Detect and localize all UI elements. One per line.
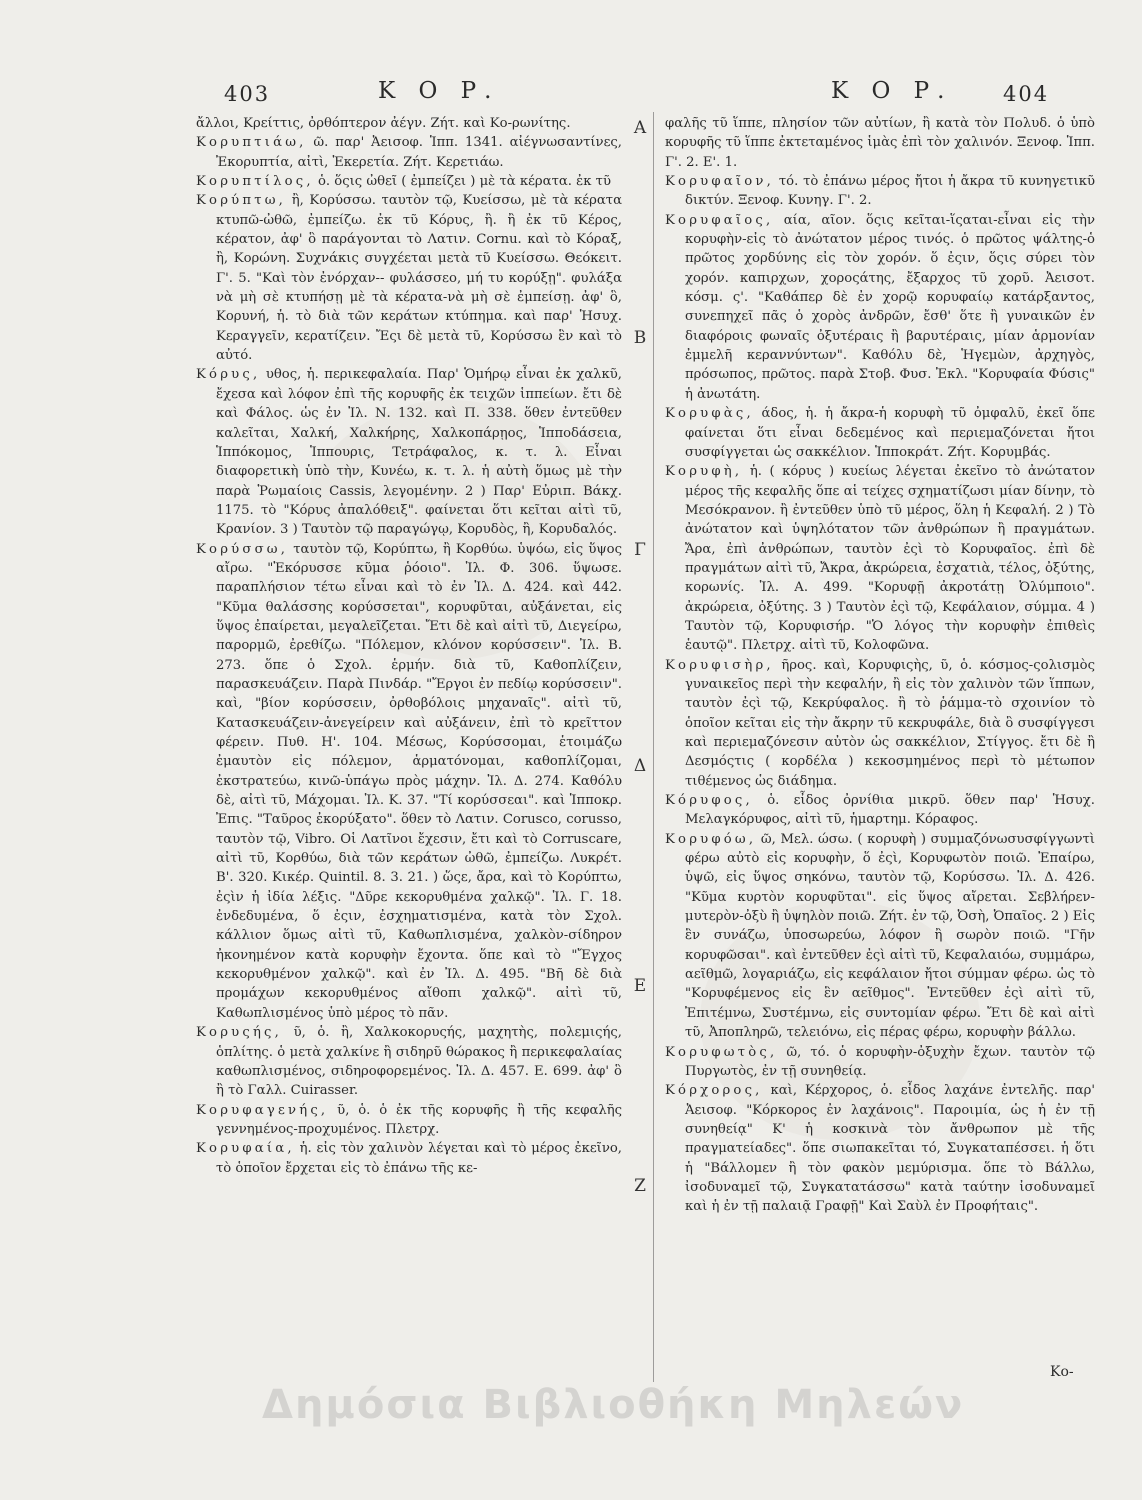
dictionary-entry: [196, 133, 622, 172]
entry-lemma: Κορυφαγενής,: [196, 1102, 329, 1118]
dictionary-entry: [665, 172, 1095, 211]
entry-text: ὁ. εἶδος ὀρνίθια μικρῦ. ὅθεν παρ' Ἡσυχ. Μελαγκόρυφος, αἰτὶ τῦ, ἡμαρτημ. Κόραφος.: [685, 793, 1095, 828]
entry-lemma: Κορυφόω,: [665, 831, 757, 847]
dictionary-entry: [196, 540, 622, 1024]
dictionary-entry: [665, 114, 1095, 172]
column-divider: [653, 112, 654, 1382]
entry-text: ῶ. παρ' Ἀεισοφ. Ἱππ. 1341. αἰέγνωσαντίνες, Ἐκορυπτία, αἰτὶ, Ἐκερετία. Ζήτ. Κερετιάω.: [216, 135, 622, 170]
right-column: [665, 114, 1095, 1364]
left-headword: Κ Ο Ρ.: [378, 78, 500, 104]
entry-text: ῆρος. καὶ, Κορυφιςὴς, ῦ, ὁ. κόσμος-ςολισμὸς γυναικεῖος περὶ τὴν κεφαλήν, ἢ εἰς τὸν χαλινὸν τῶν ἵππων, ταυτὸν ἐςὶ τῷ, Κεκρύφαλος. ἢ τὸ ῥάμμα-τὸ σχοινίον τὸ ὁποῖον κεῖται εἰς τὴν ἄκρην τῦ κεκρυφάλε, διὰ ὃ συσφίγγεσι καὶ περιεμαζόνεσιν αὐτὸν ὡς σακκέλιον, Στίγγος. ἔτι δὲ ἢ Δεσμόςτις ( κορδέλα ) κεκοσμημένος περὶ τὸ μέτωπον τιθέμενος ὡς διάδημα.: [685, 657, 1095, 789]
entry-text: καὶ, Κέρχορος, ὁ. εἶδος λαχάνε ἐντελῆς. παρ' Ἀεισοφ. "Κόρκορος ἐν λαχάνοις". Παροιμία, ὡς ἡ ἐν τῇ συνηθείᾳ" Κ' ἡ κοσκινὰ τὸν ἄνθρωπον μὲ τῆς πραγματείαδες". ὅπε σιωπακεῖται τό, Συγκαταπέσσει. ἡ ὅτι ἡ "Βάλλομεν ἢ τὸν φακὸν μεμύρισμα. ὅπε τὸ Βάλλω, ἰσοδυναμεῖ τῷ, Συγκατατάσσω" κατὰ ταύτην ἰσοδυναμεῖ καὶ ἡ ἐν τῇ παλαιᾷ Γραφῇ" Καὶ Σαὺλ ἐν Προφήταις".: [685, 1083, 1095, 1215]
catchword: Κο-: [1050, 1364, 1074, 1380]
entry-lemma: Κορυφισὴρ,: [665, 657, 774, 673]
left-running-head: [0, 78, 571, 112]
dictionary-entry: [665, 462, 1095, 655]
right-running-head: [571, 78, 1142, 112]
dictionary-entry: [196, 191, 622, 365]
entry-text: ῶ, Μελ. ώσω. ( κορυφὴ ) συμμαζόνωσυσφίγγωντὶ φέρω αὐτὸ εἰς κορυφὴν, ὅ ἐςὶ, Κορυφωτὸν ποιῶ. Ἐπαίρω, ὑψῶ, εἰς ὕψος σηκόνω, ταυτὸν τῷ, Κορύσσω. Ἰλ. Δ. 426. "Κῦμα κυρτὸν κορυφῦται". εἰς ὕψος αἴρεται. Σεβλήρεν-μυτερὸν-ὀξὺ ἢ ὑψηλὸν ποιῶ. Ζήτ. ἐν τῷ, Ὀσὴ, Ὀπαῖος. 2 ) Εἰς ἓν συνάζω, ὑποσωρεύω, λόφον ἢ σωρὸν ποιῶ. "Γῆν κορυφῶσαι". καὶ ἐντεῦθεν ἐςὶ αἰτὶ τῦ, Κεφαλαιόω, συμμάρω, αεῖθμῶ, λογαριάζω, εἰς κεφάλαιον ἤτοι σύμμαν φέρω. ὡς τὸ "Κορυφέμενος εἰς ἓν αεῖθμος". Ἐντεῦθεν ἐςὶ αἰτὶ τῦ, Ἐπιτέμνω, Συστέμνω, εἰς συντομίαν φέρω. Ἔτι δὲ καὶ αἰτὶ τῦ, Ἀποπληρῶ, τελειόνω, εἰς πέρας φέρω, κορυφὴν βάλλω.: [685, 831, 1095, 1041]
entry-text: ῶ, τό. ὁ κορυφὴν-ὀξυχὴν ἔχων. ταυτὸν τῷ Πυργωτὸς, ἐν τῇ συνηθείᾳ.: [685, 1044, 1095, 1079]
right-page-number: 404: [1003, 82, 1050, 106]
entry-lemma: Κορυφαία,: [196, 1141, 295, 1157]
entry-text: ῦ, ὁ. ὁ ἐκ τῆς κορυφῆς ἢ τῆς κεφαλῆς γεννημένος-προχυμένος. Πλετρχ.: [216, 1102, 622, 1137]
left-column: [196, 114, 622, 1364]
margin-letter: Δ: [633, 756, 647, 776]
entry-lemma: Κόρχορος,: [665, 1083, 763, 1099]
dictionary-entry: [665, 1043, 1095, 1082]
entry-lemma: Κορυπτιάω,: [196, 135, 307, 151]
entry-lemma: Κορυφὴ,: [665, 464, 743, 480]
entry-text: φαλῆς τῦ ἵππε, πλησίον τῶν αὐτίων, ἢ κατὰ τὸν Πολυδ. ὁ ὑπὸ κορυφῆς τῦ ἵππε ἐκτεταμένος ἱμὰς ἐπὶ τὸν χαλινόν. Ξενοφ. Ἱππ. Γ'. 2. Ε'. 1.: [665, 116, 1095, 170]
entry-lemma: Κορυφαῖον,: [665, 174, 775, 190]
dictionary-entry: [665, 656, 1095, 791]
entry-text: ὁ. ὅςις ὠθεῖ ( ἐμπείζει ) μὲ τὰ κέρατα. ἐκ τῦ: [317, 174, 611, 190]
margin-letter: Ζ: [634, 1176, 646, 1196]
dictionary-entry: [665, 211, 1095, 404]
entry-lemma: Κορύπτω,: [196, 193, 287, 209]
dictionary-entry: [665, 1081, 1095, 1216]
entry-lemma: Κόρυφος,: [665, 793, 753, 809]
entry-text: ῦ, ὁ. ἢ, Χαλκοκορυςής, μαχητὴς, πολεμιςής, ὁπλίτης. ὁ μετὰ χαλκίνε ἢ σιδηρῦ θώρακος ἢ περικεφαλαίας καθωπλισμένος, σιδηροφορεμένος. Ἰλ. Δ. 457. Ε. 699. ἀφ' ὃ ἢ τὸ Γαλλ. Cuirasser.: [216, 1025, 622, 1099]
entry-lemma: Κόρυς,: [196, 367, 261, 383]
entry-text: ἡ. εἰς τὸν χαλινὸν λέγεται καὶ τὸ μέρος ἐκεῖνο, τὸ ὁποῖον ἔρχεται εἰς τὸ ἐπάνω τῆς κε-: [216, 1141, 622, 1176]
entry-text: αία, αῖον. ὅςις κεῖται-ἵςαται-εἶναι εἰς τὴν κορυφὴν-εἰς τὸ ἀνώτατον μέρος τινός. ὁ πρῶτος ψάλτης-ὁ πρῶτος χορδύνης εἰς τὸν χορόν. ὅ ἐςιν, ὅςις σύρει τὸν χορόν. καπιρχων, χοροςάτης, ἔξαρχος τῦ χορῦ. Ἀεισοτ. κόσμ. ς'. "Καθάπερ δὲ ἐν χορῷ κορυφαίῳ κατάρξαντος, συνεπηχεῖ πᾶς ὁ χορὸς ἀνδρῶν, ἔσθ' ὅτε ἢ γυναικῶν ἐν διαφόροις φωναῖς ὀξυτέραις ἢ βαρυτέραις, μίαν ἁρμονίαν ἐμμελῆ κεραννύντων". Καθόλυ δὲ, Ἡγεμὼν, ἀρχηγὸς, πρόσωπος, πρῶτος. παρὰ Στοβ. Φυσ. Ἐκλ. "Κορυφαία Φύσις" ἡ ἀνωτάτη.: [685, 212, 1095, 402]
entry-text: υθος, ἡ. περικεφαλαία. Παρ' Ὁμήρῳ εἶναι ἐκ χαλκῦ, ἔχεσα καὶ λόφον ἐπὶ τῆς κορυφῆς ἐκ τειχῶν ἱππείων. ἔτι δὲ καὶ Φάλος. ὡς ἐν Ἰλ. Ν. 132. καὶ Π. 338. ὅθεν ἐντεῦθεν καλεῖται, Χαλκή, Χαλκήρης, Χαλκοπάρῃος, Ἱπποδάσεια, Ἱππόκομος, Ἱππουρις, Τετράφαλος, κ. τ. λ. Εἶναι διαφορετικὴ ὑπὸ τὴν, Κυνέω, κ. τ. λ. ἡ αὐτὴ ὅμως μὲ τὴν παρὰ Ῥωμαίοις Cassis, λεγομένην. 2 ) Παρ' Εὐριπ. Βάκχ. 1175. τὸ "Κόρυς ἀπαλόθειξ". φαίνεται ὅτι κεῖται αἰτὶ τῦ, Κρανίον. 3 ) Ταυτὸν τῷ παραγώγῳ, Κορυδὸς, ἢ, Κορυδαλός.: [216, 367, 622, 538]
dictionary-entry: [196, 114, 622, 133]
entry-text: ἢ, Κορύσσω. ταυτὸν τῷ, Κυείσσω, μὲ τὰ κέρατα κτυπῶ-ὠθῶ, ἐμπείζω. ἐκ τῦ Κόρυς, ἢ. ἢ ἐκ τῦ Κέρος, κέρατον, ἀφ' ὃ παράγονται τὸ Λατιν. Cornu. καὶ τὸ Κόραξ, ἢ, Κορώνη. Συχνάκις συγχέεται μετὰ τῦ Κυείσσω. Θεόκειτ. Γ'. 5. "Καὶ τὸν ἐνόρχαν-- φυλάσσεο, μή τυ κορύξῃ". φυλάξα νὰ μὴ σὲ κτυπήσῃ μὲ τὰ κέρατα-νὰ μὴ σὲ ἐμπείσῃ. ἀφ' ὃ, Κορυνή, ἡ. τὸ διὰ τῶν κεράτων κτύπημα. καὶ παρ' Ἡσυχ. Κεραγγεῖν, κερατίζειν. Ἔςι δὲ μετὰ τῦ, Κορύσσω ἓν καὶ τὸ αὐτό.: [216, 193, 622, 364]
dictionary-entry: [665, 830, 1095, 1043]
entry-lemma: Κορυςής,: [196, 1025, 283, 1041]
entry-lemma: Κορυπτίλος,: [196, 174, 314, 190]
entry-lemma: Κορυφὰς,: [665, 406, 754, 422]
entry-text: άδος, ἡ. ἡ ἄκρα-ἡ κορυφὴ τῦ ὀμφαλῦ, ἐκεῖ ὅπε φαίνεται ὅτι εἶναι δεδεμένος καὶ περιεμαζόνεται ἤτοι συσφίγγεται ὡς σακκέλιον. Ἱπποκράτ. Ζήτ. Κορυμβάς.: [685, 406, 1095, 460]
entry-lemma: Κορυφωτὸς,: [665, 1044, 778, 1060]
dictionary-entry: [196, 365, 622, 539]
right-headword: Κ Ο Ρ.: [831, 78, 953, 104]
dictionary-entry: [196, 172, 622, 191]
entry-lemma: Κορυφαῖος,: [665, 212, 774, 228]
dictionary-entry: [196, 1101, 622, 1140]
entry-lemma: Κορύσσω,: [196, 541, 289, 557]
left-page-number: 403: [224, 82, 271, 106]
margin-letter: Β: [633, 328, 647, 348]
margin-letter: Α: [633, 118, 647, 138]
entry-text: ἡ. ( κόρυς ) κυείως λέγεται ἐκεῖνο τὸ ἀνώτατον μέρος τῆς κεφαλῆς ὅπε αἱ τείχες σχηματίζωσι μίαν δίνην, τὸ Μεσόκρανον. ἢ ἐντεῦθεν ὑπὸ τῦ μέρος, ὅλη ἡ Κεφαλή. 2 ) Τὸ ἀνώτατον καὶ ὑψηλότατον τῶν ἀνθρώπων ἢ πραγμάτων. Ἄρα, ἐπὶ ἀνθρώπων, ταυτὸν ἐςὶ τὸ Κορυφαῖος. ἐπὶ δὲ πραγμάτων αἰτὶ τῦ, Ἄκρα, ἀκρώρεια, ἐσχατιὰ, τέλος, ὀξύτης, κορωνίς. Ἰλ. Α. 499. "Κορυφῇ ἀκροτάτῃ Ὀλύμποιο". ἀκρώρεια, ὀξύτης. 3 ) Ταυτὸν ἐςὶ τῷ, Κεφάλαιον, σύμμα. 4 ) Ταυτὸν τῷ, Κορυφισήρ. "Ὁ λόγος τὴν κορυφὴν ἐπιθεὶς ἑαυτῷ". Πλετρχ. αἰτὶ τῦ, Κολοφῶνα.: [685, 464, 1095, 654]
margin-letter: Γ: [634, 540, 646, 560]
dictionary-entry: [665, 791, 1095, 830]
dictionary-entry: [196, 1023, 622, 1100]
entry-text: ταυτὸν τῷ, Κορύπτω, ἢ Κορθύω. ὑψόω, εἰς ὕψος αἴρω. "Ἐκόρυσσε κῦμα ῥόοιο". Ἰλ. Φ. 306. ὕψωσε. παραπλήσιον τέτω εἶναι καὶ τὸ ἐν Ἰλ. Δ. 424. καὶ 442. "Κῦμα θαλάσσης κορύσσεται", κορυφῦται, αὐξάνεται, εἰς ὕψος ἐπαίρεται, μεγαλεῖζεται. Ἔτι δὲ καὶ αἰτὶ τῦ, Διεγείρω, παρορμῶ, ἐρεθίζω. "Πόλεμον, κλόνον κορύσσειν". Ἰλ. Β. 273. ὅπε ὁ Σχολ. ἑρμήν. διὰ τῦ, Καθοπλίζειν, παρασκευάζειν. Παρὰ Πινδάρ. "Ἔργοι ἐν πεδίῳ κορύσσειν". καὶ, "βίον κορύσσειν, ὀρθοβόλοις μηχαναῖς". αἰτὶ τῦ, Κατασκευάζειν-ἀνεγείρειν καὶ αὐξάνειν, ἐπὶ τὸ κρεῖττον φέρειν. Πυθ. Η'. 104. Μέσως, Κορύσσομαι, ἑτοιμάζω ἐμαυτὸν εἰς πόλεμον, ἁρματόνομαι, καθοπλίζομαι, ἐκστρατεύω, κινῶ-ὑπάγω πρὸς μάχην. Ἰλ. Δ. 274. Καθόλυ δὲ, αἰτὶ τῦ, Μάχομαι. Ἰλ. Κ. 37. "Τί κορύσσεαι". καὶ Ἱπποκρ. Ἐπις. "Ταῦρος ἐκορύξατο". ὅθεν τὸ Λατιν. Corusco, corusso, ταυτὸν τῷ, Vibro. Οἱ Λατῖνοι ἔχεσιν, ἔτι καὶ τὸ Corruscare, αἰτὶ τῦ, Κορθύω, διὰ τῶν κεράτων ὠθῶ, ἐμπείζω. Λυκρέτ. Β'. 320. Κικέρ. Quintil. 8. 3. 21. ) ὥςε, ἄρα, καὶ τὸ Κορύπτω, ἐςὶν ἡ ἰδία λέξις. "Δῦρε κεκορυθμένα χαλκῷ". Ἰλ. Γ. 18. ἐνδεδυμένα, ὅ ἐςιν, ἐσχηματισμένα, κατὰ τὸν Σχολ. κάλλιον ὅμως αἰτὶ τῦ, Καθωπλισμένα, χαλκὸν-σίδηρον ἠκονημένον κατὰ κορυφὴν ἔχοντα. ὅπε καὶ τὸ "Ἔγχος κεκορυθμένον χαλκῷ". καὶ ἐν Ἰλ. Δ. 495. "Βῆ δὲ διὰ προμάχων κεκορυθμένος αἴθοπι χαλκῷ". αἰτὶ τῦ, Καθωπλισμένος ὑπὸ μέρος τὸ πᾶν.: [216, 541, 622, 1021]
entry-text: ἄλλοι, Κρείττις, ὀρθόπτερον ἀέγν. Ζήτ. καὶ Κο-ρωνίτης.: [196, 116, 571, 131]
margin-letter: Ε: [633, 976, 647, 996]
entry-text: τό. τὸ ἐπάνω μέρος ἤτοι ἡ ἄκρα τῦ κυνηγετικῦ δικτύν. Ξενοφ. Κυνηγ. Γ'. 2.: [685, 174, 1095, 209]
margin-letters: [628, 112, 652, 1382]
dictionary-entry: [665, 404, 1095, 462]
library-watermark: Δημόσια Βιβλιοθήκη Μηλεών: [262, 1382, 965, 1428]
dictionary-entry: [196, 1139, 622, 1178]
